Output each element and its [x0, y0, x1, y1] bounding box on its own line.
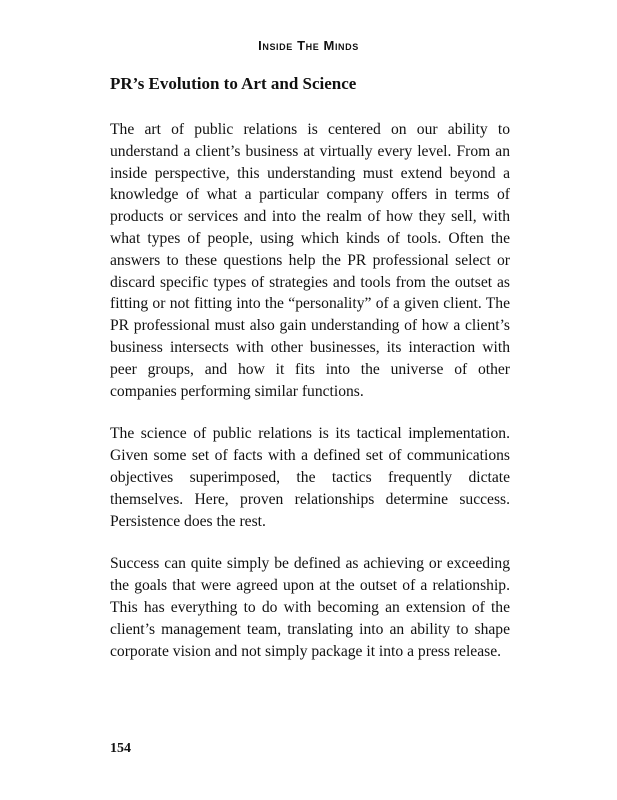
section-title: PR’s Evolution to Art and Science — [110, 74, 357, 93]
page-number: 154 — [110, 741, 131, 756]
page-body — [110, 72, 510, 683]
paragraph-success: Success can quite simply be defined as achieving or exceeding the goals that were agreed upon at the outset of a relationship. This has everything to do with becoming an extension of the client’s management team, translating into an ability to shape corporate vision and not simply package it into a press release. — [110, 555, 510, 660]
paragraph-science: The science of public relations is its tactical implementation. Given some set of facts with a defined set of communications objectives superimposed, the tactics frequently dictate themselves. Here, proven relationships determine success. Persistence does the rest. — [110, 425, 510, 530]
paragraph-art: The art of public relations is centered on our ability to understand a client’s business at virtually every level. From an inside perspective, this understanding must extend beyond a knowledge of what a particular company offers in terms of products or services and into the realm of how they sell, with what types of people, using which kinds of tools. Often the answers to these questions help the PR professional select or discard specific types of strategies and tools from the outset as fitting or not fitting into the “personality” of a given client. The PR professional must also gain understanding of how a client’s business intersects with other businesses, its interaction with peer groups, and how it fits into the universe of other companies performing similar functions. — [110, 121, 510, 400]
running-header: Inside The Minds — [258, 38, 359, 53]
